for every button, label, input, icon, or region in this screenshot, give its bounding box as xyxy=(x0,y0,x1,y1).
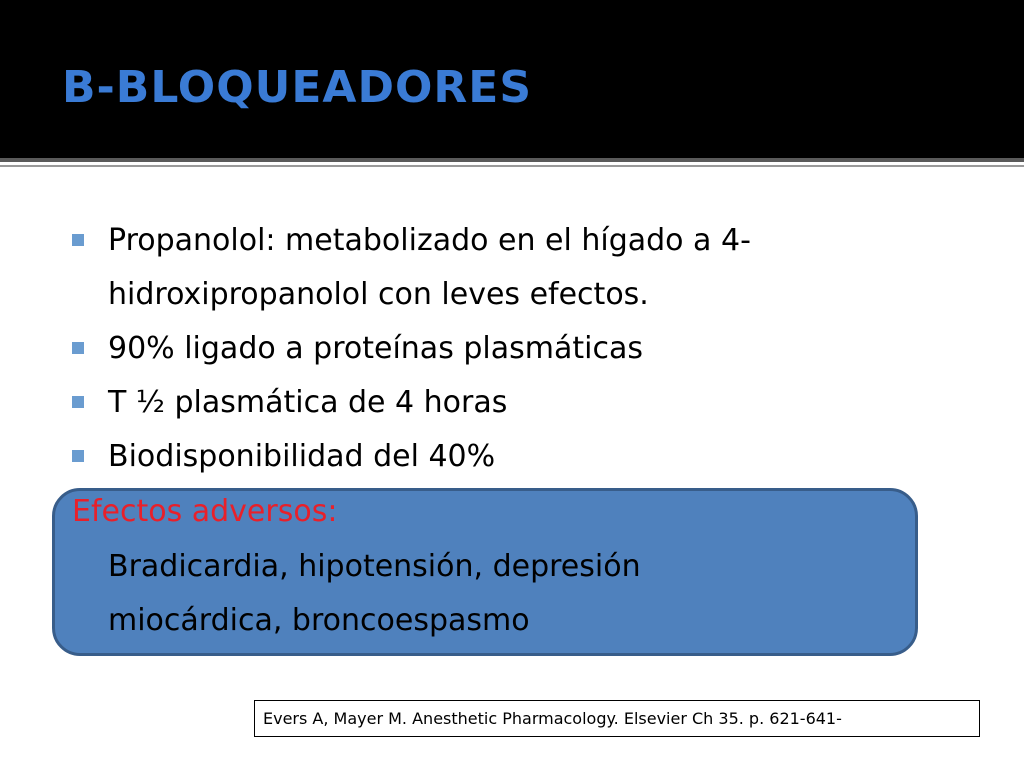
bullet-text: T ½ plasmática de 4 horas xyxy=(108,385,508,420)
bullet-item-half-life xyxy=(72,376,952,430)
adverse-effects-line-1: Bradicardia, hipotensión, depresión xyxy=(108,549,641,584)
bullet-item-bioavailability xyxy=(72,430,952,484)
square-bullet-icon xyxy=(72,396,84,408)
square-bullet-icon xyxy=(72,234,84,246)
adverse-effects-heading: Efectos adversos: xyxy=(72,494,338,529)
adverse-effects-line-2: miocárdica, broncoespasmo xyxy=(108,603,530,638)
bullet-list xyxy=(72,214,952,484)
bullet-text-continuation: hidroxipropanolol con leves efectos. xyxy=(108,277,649,312)
title-bar xyxy=(0,0,1024,158)
bullet-text: 90% ligado a proteínas plasmáticas xyxy=(108,331,643,366)
slide-title: B-BLOQUEADORES xyxy=(62,62,533,113)
bullet-text: Biodisponibilidad del 40% xyxy=(108,439,496,474)
adverse-effects-text xyxy=(108,540,888,648)
bullet-item-propanolol xyxy=(72,214,952,322)
title-divider-thin xyxy=(0,165,1024,167)
citation-box: Evers A, Mayer M. Anesthetic Pharmacology. Elsevier Ch 35. p. 621-641- xyxy=(254,700,980,737)
bullet-item-protein-binding xyxy=(72,322,952,376)
square-bullet-icon xyxy=(72,342,84,354)
square-bullet-icon xyxy=(72,450,84,462)
bullet-text: Propanolol: metabolizado en el hígado a 4- xyxy=(108,223,751,258)
title-divider-thick xyxy=(0,158,1024,162)
